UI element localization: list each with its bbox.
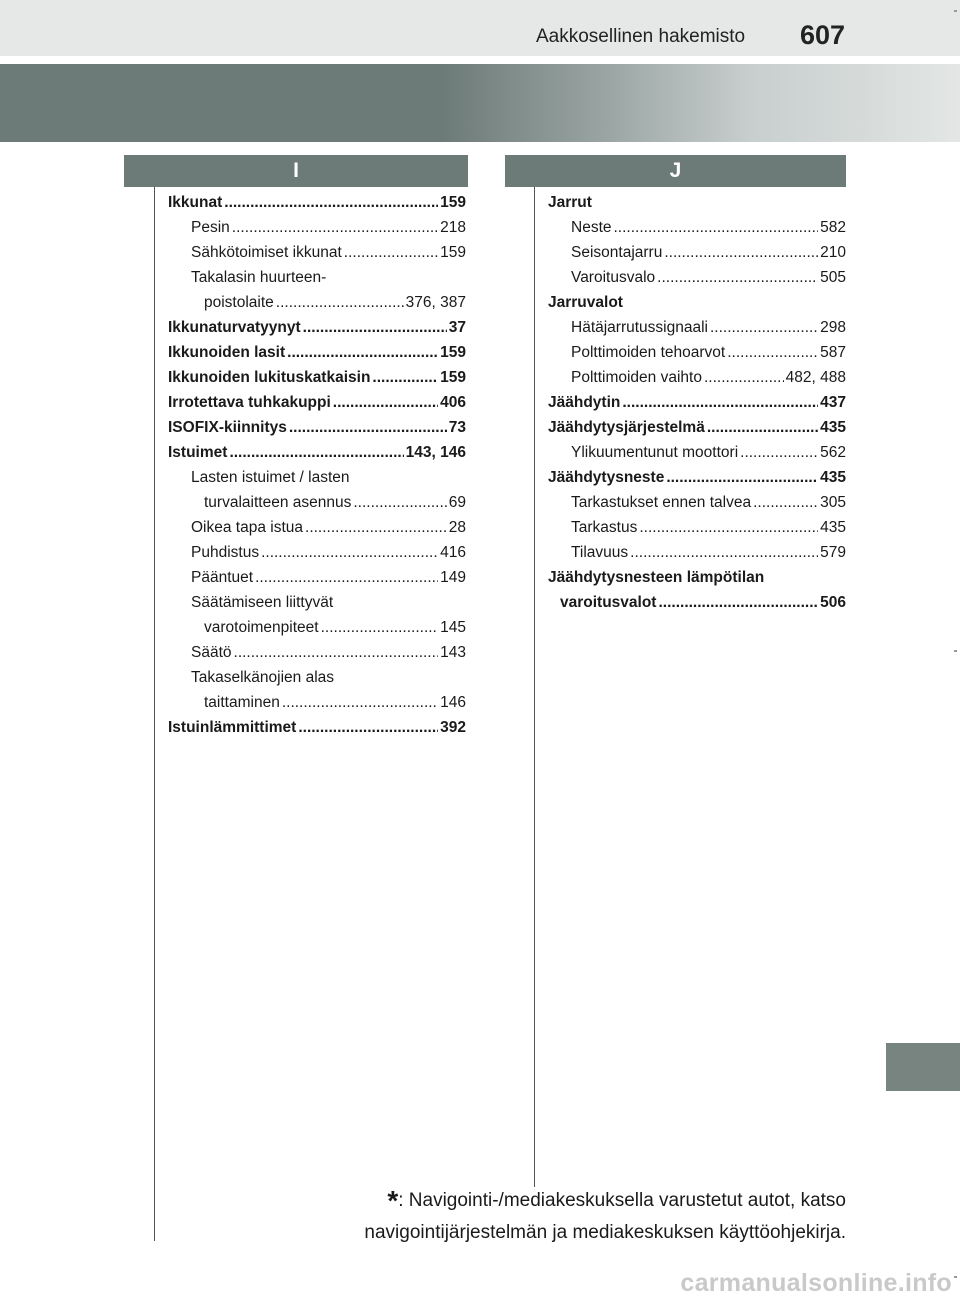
dot-leader — [224, 190, 438, 215]
index-page-ref: 159 — [440, 344, 466, 361]
index-entry — [548, 315, 846, 340]
dot-leader — [707, 415, 818, 440]
dot-leader — [704, 365, 784, 390]
index-page-ref: 587 — [820, 344, 846, 361]
dot-leader — [344, 240, 438, 265]
dot-leader — [658, 590, 818, 615]
index-term: varoitusvalot — [560, 594, 657, 611]
index-term: taittaminen — [204, 694, 280, 711]
dot-leader — [614, 215, 819, 240]
index-entry — [548, 240, 846, 265]
dot-leader — [664, 240, 818, 265]
index-term: Irrotettava tuhkakuppi — [168, 394, 331, 411]
dot-leader — [305, 515, 447, 540]
index-term: Tarkastus — [571, 519, 638, 536]
edge-mark — [954, 10, 957, 12]
index-page-ref: 210 — [820, 244, 846, 261]
index-column-j — [548, 190, 846, 615]
index-entry — [548, 540, 846, 565]
index-term: Puhdistus — [191, 544, 260, 561]
footnote-star: * — [387, 1185, 399, 1216]
index-entry — [168, 465, 466, 490]
index-page-ref: 406 — [440, 394, 466, 411]
index-entry — [168, 365, 466, 390]
index-page-ref: 145 — [440, 619, 466, 636]
index-term: Lasten istuimet / lasten — [191, 469, 350, 486]
index-entry — [168, 390, 466, 415]
index-page-ref: 376, 387 — [405, 294, 466, 311]
index-page-ref: 143 — [440, 644, 466, 661]
left-column-rule — [154, 187, 155, 1241]
index-entry — [548, 390, 846, 415]
index-term: Seisontajarru — [571, 244, 663, 261]
dot-leader — [657, 265, 818, 290]
index-entry — [548, 290, 846, 315]
index-entry — [168, 515, 466, 540]
dot-leader — [298, 715, 438, 740]
dot-leader — [753, 490, 818, 515]
dot-leader — [710, 315, 818, 340]
index-term: Ikkunoiden lasit — [168, 344, 286, 361]
index-term: Takalasin huurteen- — [191, 269, 327, 286]
index-page-ref: 298 — [820, 319, 846, 336]
dot-leader — [727, 340, 818, 365]
index-term: Neste — [571, 219, 612, 236]
index-term: Ikkunat — [168, 194, 223, 211]
letter-header-i: I — [124, 155, 468, 187]
index-entry — [168, 190, 466, 215]
dot-leader — [353, 490, 446, 515]
dot-leader — [740, 440, 818, 465]
index-page-ref: 582 — [820, 219, 846, 236]
index-page-ref: 143, 146 — [405, 444, 466, 461]
dot-leader — [234, 640, 439, 665]
index-term: Jäähdytin — [548, 394, 621, 411]
index-term: Pesin — [191, 219, 230, 236]
index-term: Hätäjarrutussignaali — [571, 319, 708, 336]
index-term: Oikea tapa istua — [191, 519, 304, 536]
index-term: Polttimoiden vaihto — [571, 369, 702, 386]
dot-leader — [229, 440, 403, 465]
index-page-ref: 149 — [440, 569, 466, 586]
index-page-ref: 579 — [820, 544, 846, 561]
index-term: poistolaite — [204, 294, 274, 311]
index-entry — [548, 190, 846, 215]
index-page-ref: 37 — [448, 319, 466, 336]
index-page-ref: 159 — [440, 369, 466, 386]
index-entry — [168, 490, 466, 515]
index-term: Tilavuus — [571, 544, 629, 561]
index-term: Säätämiseen liittyvät — [191, 594, 334, 611]
index-entry — [168, 615, 466, 640]
index-entry — [548, 515, 846, 540]
edge-mark — [954, 1276, 957, 1278]
dot-leader — [639, 515, 818, 540]
index-entry — [548, 565, 846, 590]
index-entry — [548, 490, 846, 515]
index-page-ref: 392 — [440, 719, 466, 736]
index-entry — [168, 340, 466, 365]
index-page-ref: 437 — [820, 394, 846, 411]
index-column-i — [168, 190, 466, 740]
index-page-ref: 218 — [440, 219, 466, 236]
footnote-line-1 — [364, 1185, 846, 1217]
index-page-ref: 482, 488 — [785, 369, 846, 386]
footnote-text-1: : Navigointi-/mediakeskuksella varustetut autot, katso — [398, 1190, 846, 1211]
index-entry — [168, 415, 466, 440]
index-entry — [168, 715, 466, 740]
dot-leader — [261, 540, 438, 565]
index-entry — [168, 440, 466, 465]
index-term: Jarruvalot — [548, 294, 623, 311]
letter-header-j: J — [505, 155, 846, 187]
index-entry — [548, 340, 846, 365]
index-page-ref: 416 — [440, 544, 466, 561]
footnote — [364, 1185, 846, 1249]
dot-leader — [303, 315, 447, 340]
index-page-ref: 506 — [820, 594, 846, 611]
index-page-ref: 505 — [820, 269, 846, 286]
index-term: Takaselkänojien alas — [191, 669, 335, 686]
index-term: Jarrut — [548, 194, 592, 211]
index-entry — [168, 590, 466, 615]
index-entry — [548, 215, 846, 240]
dot-leader — [232, 215, 438, 240]
index-term: Varoitusvalo — [571, 269, 656, 286]
index-entry — [168, 215, 466, 240]
dot-leader — [289, 415, 447, 440]
dot-leader — [666, 465, 818, 490]
dot-leader — [622, 390, 818, 415]
index-page-ref: 305 — [820, 494, 846, 511]
index-entry — [168, 315, 466, 340]
index-entry — [548, 440, 846, 465]
index-term: Tarkastukset ennen talvea — [571, 494, 752, 511]
index-entry — [168, 640, 466, 665]
index-page-ref: 146 — [440, 694, 466, 711]
index-term: Istuinlämmittimet — [168, 719, 297, 736]
dot-leader — [255, 565, 438, 590]
index-term: Säätö — [191, 644, 232, 661]
index-term: Jäähdytysjärjestelmä — [548, 419, 705, 436]
index-entry — [168, 265, 466, 290]
index-entry — [168, 665, 466, 690]
page-number: 607 — [800, 20, 846, 50]
index-term: Jäähdytysneste — [548, 469, 665, 486]
index-entry — [548, 465, 846, 490]
index-entry — [548, 415, 846, 440]
index-term: Sähkötoimiset ikkunat — [191, 244, 342, 261]
index-page-ref: 28 — [448, 519, 466, 536]
watermark-text: carmanualsonline.info — [680, 1269, 952, 1297]
index-entry — [548, 590, 846, 615]
index-page-ref: 435 — [820, 519, 846, 536]
index-entry — [168, 690, 466, 715]
dot-leader — [321, 615, 439, 640]
index-term: Ikkunaturvatyynyt — [168, 319, 301, 336]
index-entry — [168, 565, 466, 590]
index-page-ref: 435 — [820, 419, 846, 436]
index-term: Pääntuet — [191, 569, 254, 586]
dot-leader — [372, 365, 438, 390]
dot-leader — [282, 690, 438, 715]
index-entry — [168, 240, 466, 265]
index-term: ISOFIX-kiinnitys — [168, 419, 287, 436]
index-page-ref: 159 — [440, 244, 466, 261]
index-term: Ikkunoiden lukituskatkaisin — [168, 369, 371, 386]
index-page-ref: 435 — [820, 469, 846, 486]
index-term: varotoimenpiteet — [204, 619, 319, 636]
dot-leader — [630, 540, 818, 565]
edge-mark — [954, 650, 957, 652]
index-page-ref: 159 — [440, 194, 466, 211]
index-entry — [548, 365, 846, 390]
index-page-ref: 562 — [820, 444, 846, 461]
dot-leader — [287, 340, 438, 365]
index-term: Jäähdytysnesteen lämpötilan — [548, 569, 765, 586]
index-page-ref: 73 — [448, 419, 466, 436]
index-entry — [168, 540, 466, 565]
index-entry — [168, 290, 466, 315]
index-term: Ylikuumentunut moottori — [571, 444, 739, 461]
center-column-rule — [534, 187, 535, 1187]
footnote-line-2: navigointijärjestelmän ja mediakeskuksen käyttöohjekirja. — [364, 1222, 846, 1243]
index-term: Istuimet — [168, 444, 228, 461]
section-title: Aakkosellinen hakemisto — [536, 26, 746, 47]
dot-leader — [333, 390, 438, 415]
dot-leader — [276, 290, 404, 315]
chapter-thumb-tab — [886, 1043, 960, 1091]
index-entry — [548, 265, 846, 290]
chapter-banner — [0, 64, 960, 142]
index-page-ref: 69 — [448, 494, 466, 511]
index-term: turvalaitteen asennus — [204, 494, 352, 511]
index-term: Polttimoiden tehoarvot — [571, 344, 726, 361]
